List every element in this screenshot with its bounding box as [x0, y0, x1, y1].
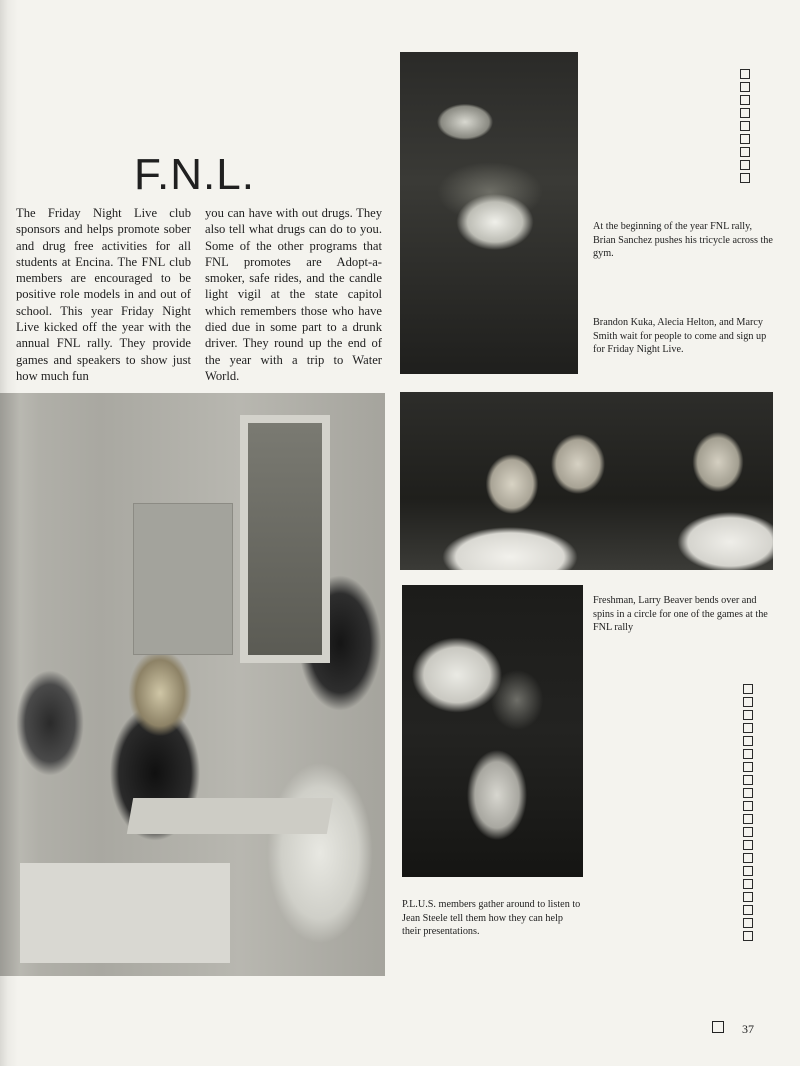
spinning-game-photo [402, 585, 583, 877]
decorative-square-icon [740, 160, 750, 170]
article-column-2: you can have with out drugs. They also tell what drugs can do to you. Some of the other programs that FNL promotes are Adopt-a-smoker, safe rides, and the candle light vigil at the state capitol which remembers those who have died due in some part to a drunk driver. They round up the end of the year with a trip to Water World. [205, 206, 382, 383]
classroom-window [240, 415, 330, 663]
decorative-square-icon [740, 173, 750, 183]
tricycle-caption: At the beginning of the year FNL rally, Brian Sanchez pushes his tricycle across the gym. [593, 221, 773, 260]
decorative-square-icon [743, 788, 753, 798]
decorative-box-column-top [740, 69, 750, 183]
decorative-square-icon [743, 827, 753, 837]
decorative-square-icon [743, 905, 753, 915]
plus-caption: P.L.U.S. members gather around to listen to Jean Steele tell them how they can help their presentations. [402, 899, 581, 938]
page-title: F.N.L. [134, 150, 255, 199]
decorative-square-icon [743, 684, 753, 694]
classroom-desk [127, 798, 333, 834]
decorative-box-column-bottom [743, 684, 753, 941]
decorative-square-icon [743, 892, 753, 902]
decorative-square-icon [743, 697, 753, 707]
decorative-square-icon [740, 147, 750, 157]
decorative-square-icon [743, 736, 753, 746]
decorative-square-icon [740, 108, 750, 118]
classroom-photo [0, 393, 385, 976]
decorative-square-icon [743, 814, 753, 824]
tricycle-photo [400, 52, 578, 374]
decorative-square-icon [743, 866, 753, 876]
decorative-square-icon [743, 853, 753, 863]
classroom-desk-front [20, 863, 230, 963]
decorative-square-icon [740, 121, 750, 131]
decorative-square-icon [743, 762, 753, 772]
decorative-square-icon [740, 95, 750, 105]
decorative-square-icon [743, 710, 753, 720]
decorative-square-icon [740, 69, 750, 79]
decorative-square-icon [743, 918, 753, 928]
decorative-square-icon [743, 931, 753, 941]
decorative-square-icon [743, 749, 753, 759]
signup-table-photo [400, 392, 773, 570]
decorative-square-icon [743, 801, 753, 811]
signup-caption: Brandon Kuka, Alecia Helton, and Marcy Smith wait for people to come and sign up for Friday Night Live. [593, 317, 767, 356]
classroom-door [133, 503, 233, 655]
decorative-square-icon [743, 775, 753, 785]
decorative-square-icon [743, 840, 753, 850]
spin-caption: Freshman, Larry Beaver bends over and spins in a circle for one of the games at the FNL rally [593, 595, 768, 634]
folio-square-icon [712, 1021, 724, 1033]
decorative-square-icon [740, 134, 750, 144]
decorative-square-icon [740, 82, 750, 92]
article-column-1: The Friday Night Live club sponsors and helps promote sober and drug free activities for all students at Encina. The FNL club members are encouraged to be positive role models in and out of school. This year Friday Night Live kicked off the year with the annual FNL rally. They provide games and speakers to show just how much fun [16, 206, 191, 383]
decorative-square-icon [743, 723, 753, 733]
decorative-square-icon [743, 879, 753, 889]
page-number: 37 [742, 1022, 754, 1036]
